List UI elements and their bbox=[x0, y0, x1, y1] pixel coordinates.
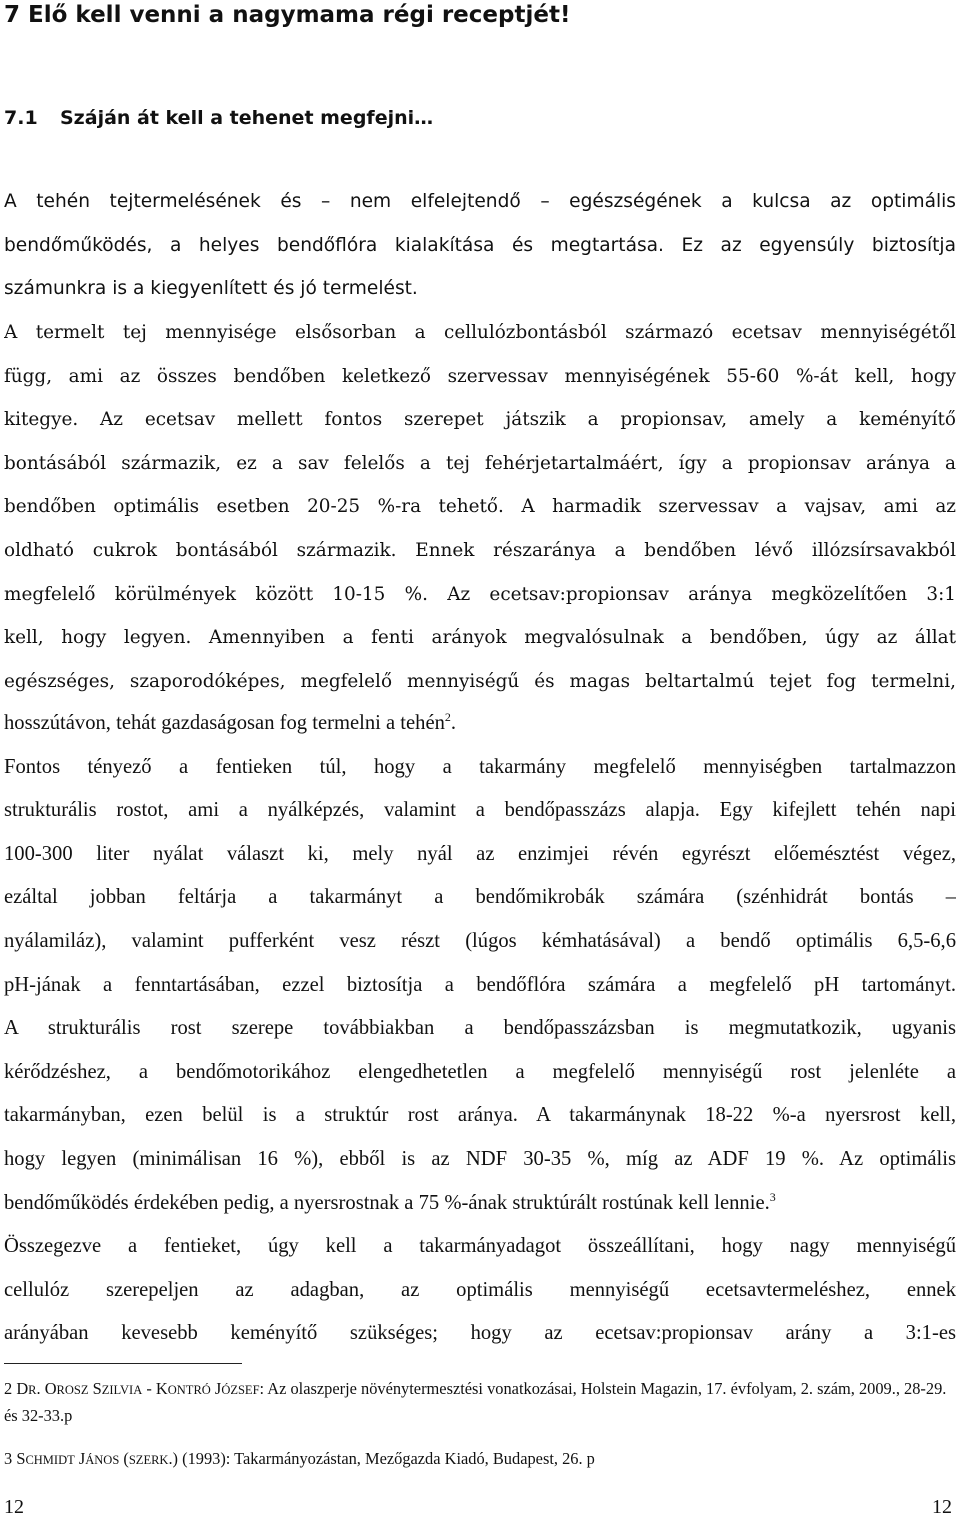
footnote-text: J bbox=[78, 1449, 86, 1468]
page-number-left: 12 bbox=[4, 1496, 24, 1518]
paragraph-line: nyálamiláz), valamint pufferként vesz részt (lúgos kémhatásával) a bendő optimális 6,5-6,6 bbox=[4, 929, 956, 952]
footnote-text: (1993): Takarmányozástan, Mezőgazda Kiadó, Budapest, 26. p bbox=[178, 1449, 595, 1468]
footnote-text: S bbox=[92, 1379, 102, 1398]
footnote-text: - bbox=[142, 1379, 156, 1398]
paragraph-line: takarmányban, ezen belül is a struktúr rost aránya. A takarmánynak 18-22 %-a nyersrost kell, bbox=[4, 1104, 956, 1127]
footnote-text: O bbox=[44, 1379, 57, 1398]
paragraph-line: A termelt tej mennyisége elsősorban a cellulózbontásból származó ecetsav mennyiségétől bbox=[4, 322, 956, 343]
footnote-text: ( bbox=[119, 1449, 129, 1468]
section-title: Száján át kell a tehenet megfejni… bbox=[60, 107, 434, 129]
paragraph-line bbox=[4, 702, 956, 746]
paragraph-line: Fontos tényező a fentieken túl, hogy a takarmány megfelelő mennyiségben tartalmazzon bbox=[4, 755, 956, 778]
paragraph-2 bbox=[4, 311, 956, 703]
paragraph-line: kell, hogy legyen. Amennyiben a fenti arányok megvalósulnak a bendőben, úgy az állat bbox=[4, 627, 956, 649]
paragraph-line: Összegezve a fentieket, úgy kell a takarmányadagot összeállítani, hogy nagy mennyiségű bbox=[4, 1235, 956, 1258]
chapter-heading bbox=[4, 0, 944, 30]
footnote-ref-2[interactable]: 2 bbox=[444, 710, 451, 724]
footnote-2 bbox=[4, 1376, 956, 1429]
paragraph-line: bendőműködés, a helyes bendőflóra kialakítása és megtartása. Ez az egyensúly biztosítja bbox=[4, 234, 956, 256]
footnote-number: 3 bbox=[4, 1449, 13, 1468]
chapter-number: 7 bbox=[4, 2, 21, 28]
paragraph-line: strukturális rostot, ami a nyálképzés, valamint a bendőpasszázs alapja. Egy kifejlett tehén napi bbox=[4, 799, 956, 822]
paragraph-line-text: hosszútávon, tehát gazdaságosan fog termelni a tehén bbox=[4, 712, 445, 734]
footnote-text: ÓZSEF bbox=[221, 1383, 260, 1397]
footnote-text: S bbox=[16, 1449, 26, 1468]
paragraph-line: A tehén tejtermelésének és – nem elfelejtendő – egészségének a kulcsa az optimális bbox=[4, 191, 956, 212]
footnote-text: K bbox=[155, 1379, 168, 1398]
paragraph-line: hogy legyen (minimálisan 16 %), ebből is az NDF 30-35 %, míg az ADF 19 %. Az optimális bbox=[4, 1147, 956, 1170]
paragraph-line-text: bendőműködés érdekében pedig, a nyersrostnak a 75 %-ának struktúrált rostúnak kell lennie. bbox=[4, 1191, 770, 1214]
paragraph-line: cellulóz szerepeljen az adagban, az optimális mennyiségű ecetsavtermeléshez, ennek bbox=[4, 1278, 956, 1301]
paragraph-line: A strukturális rost szerepe továbbiakban a bendőpasszázsban is megmutatkozik, ugyanis bbox=[4, 1017, 956, 1040]
paragraph-line: ezáltal jobban feltárja a takarmányt a bendőmikrobák számára (szénhidrát bontás – bbox=[4, 886, 956, 909]
paragraph-line: 100-300 liter nyálat választ ki, mely nyál az enzimjei révén egyrészt előemésztést végez, bbox=[4, 842, 956, 865]
paragraph-line: arányában kevesebb keményítő szükséges; hogy az ecetsav:propionsav arány a 3:1-es bbox=[4, 1322, 956, 1345]
page-number-right: 12 bbox=[932, 1496, 952, 1518]
paragraph-line: megfelelő körülmények között 10-15 %. Az ecetsav:propionsav aránya megközelítően 3:1 bbox=[4, 583, 956, 605]
footnote-ref-3[interactable]: 3 bbox=[769, 1189, 776, 1204]
paragraph-line: oldható cukrok bontásából származik. Ennek részaránya a bendőben lévő illózsírsavakból bbox=[4, 539, 956, 561]
paragraph-1 bbox=[4, 180, 956, 311]
chapter-title: Elő kell venni a nagymama régi receptjét! bbox=[28, 2, 571, 28]
footnote-text: ÁNOS bbox=[85, 1453, 120, 1467]
footnote-text: D bbox=[16, 1379, 29, 1398]
paragraph-line: kérődzéshez, a bendőmotorikához elengedhetetlen a megfelelő mennyiségű rost jelenléte a bbox=[4, 1060, 956, 1083]
section-number: 7.1 bbox=[4, 107, 38, 129]
paragraph-line: függ, ami az összes bendőben keletkező szervessav mennyiségének 55-60 %-át kell, hogy bbox=[4, 365, 956, 387]
footnote-text: CHMIDT bbox=[25, 1453, 75, 1467]
footnote-text: . bbox=[36, 1379, 45, 1398]
paragraph-3 bbox=[4, 702, 956, 1356]
paragraph-line: bontásából származik, ez a sav felelős a tej fehérjetartalmáért, így a propionsav aránya a bbox=[4, 452, 956, 474]
paragraph-line: egészséges, szaporodóképes, megfelelő mennyiségű és magas beltartalmú tejet fog termelni, bbox=[4, 670, 956, 692]
footnote-text: : Az olaszperje növénytermesztési vonatkozásai, Holstein Magazin, 17. évfolyam, 2. szám, 2009., 28-29. és 32-33.p bbox=[4, 1379, 947, 1425]
section-heading bbox=[4, 103, 944, 133]
footnote-text: ZILVIA bbox=[101, 1383, 143, 1397]
footnote-text: R bbox=[28, 1383, 37, 1397]
paragraph-line bbox=[4, 1182, 956, 1226]
paragraph-line: pH-jának a fenntartásában, ezzel biztosítja a bendőflóra számára a megfelelő pH tartományt. bbox=[4, 973, 956, 996]
footnote-separator bbox=[4, 1363, 242, 1364]
footnote-number: 2 bbox=[4, 1379, 13, 1398]
paragraph-end: . bbox=[450, 712, 457, 734]
footnote-text: ROSZ bbox=[56, 1383, 89, 1397]
paragraph-line: kitegye. Az ecetsav mellett fontos szerepet játszik a propionsav, amely a keményítő bbox=[4, 409, 956, 431]
footnote-text: .) bbox=[168, 1449, 179, 1468]
paragraph-line: számunkra is a kiegyenlített és jó termelést. bbox=[4, 278, 418, 300]
footnote-text: SZERK bbox=[128, 1453, 169, 1467]
paragraph-line: bendőben optimális esetben 20-25 %-ra tehető. A harmadik szervessav a vajsav, ami az bbox=[4, 496, 956, 518]
footnote-text: ONTRÓ bbox=[167, 1383, 211, 1397]
footnote-text: J bbox=[214, 1379, 222, 1398]
footnote-3 bbox=[4, 1446, 956, 1473]
